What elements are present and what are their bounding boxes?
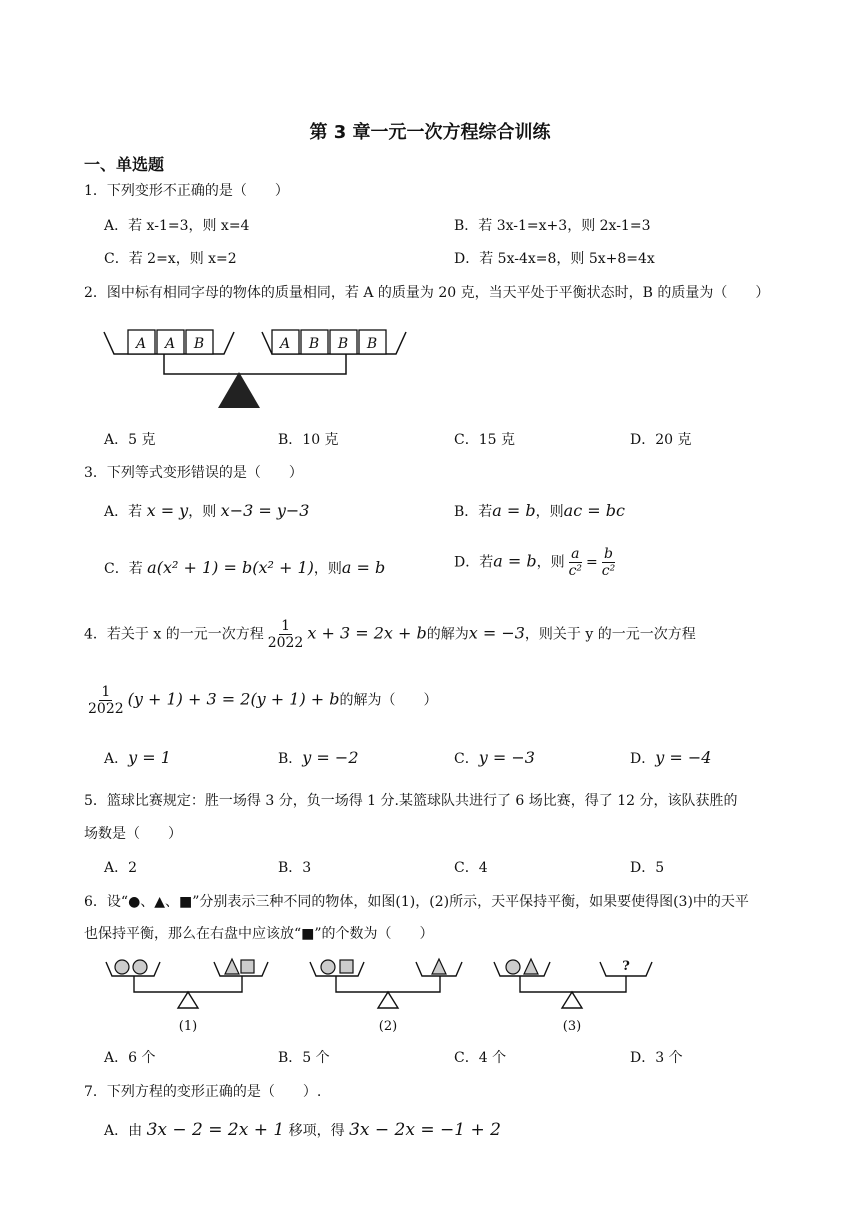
q3-a-mid: ，则	[188, 504, 217, 520]
q4-fraction-2	[86, 684, 126, 717]
q7-a-mid: 移项，得	[288, 1123, 345, 1139]
right-box-2: B	[308, 336, 320, 352]
q2-option-b: B．10 克	[278, 432, 339, 448]
q3-c-math1: a(x² + 1) = b(x² + 1)	[147, 558, 314, 577]
q2-option-c: C．15 克	[454, 432, 515, 448]
q6-balance-figures	[100, 950, 660, 1040]
q2-option-a: A．5 克	[104, 432, 156, 448]
q7-a-math1: 3x − 2 = 2x + 1	[146, 1120, 285, 1140]
circle-icon	[321, 960, 335, 974]
q2-stem: 2．图中标有相同字母的物体的质量相同，若 A 的质量为 20 克，当天平处于平衡状态时，B 的质量为（ ）	[84, 285, 770, 301]
q3-d-num2: b	[604, 546, 613, 562]
q3-d-den2: c²	[601, 563, 616, 579]
q6-option-b: B．5 个	[278, 1050, 330, 1066]
q4-fraction	[266, 618, 306, 651]
q1-option-b: B．若 3x-1=x+3，则 2x-1=3	[454, 218, 651, 234]
q4-line2	[84, 684, 438, 717]
q7-stem: 7．下列方程的变形正确的是（ ）.	[84, 1084, 322, 1100]
q3-d-fraction-2	[600, 546, 617, 579]
q5-option-c: C．4	[454, 860, 488, 876]
q7-a-prefix: A．由	[104, 1123, 143, 1139]
q3-stem: 3．下列等式变形错误的是（ ）	[84, 465, 303, 481]
q4-b-math: y = −2	[302, 748, 359, 767]
q5-option-a: A．2	[104, 860, 138, 876]
q3-d-num1: a	[571, 546, 580, 562]
q4-frac2-den: 2022	[88, 701, 124, 717]
q4-equation-1: x + 3 = 2x + b	[307, 623, 427, 643]
q3-d-fraction-1	[567, 546, 584, 579]
q5-option-b: B．3	[278, 860, 312, 876]
q4-post-text-2: 的解为（ ）	[339, 692, 438, 709]
q3-option-c	[104, 558, 385, 578]
q3-a-math2: x−3 = y−3	[220, 501, 310, 520]
q4-d-math: y = −4	[655, 748, 712, 767]
q4-solution: x = −3	[468, 623, 525, 643]
square-icon	[241, 960, 254, 973]
q4-option-c	[454, 748, 535, 768]
q3-b-prefix: B．若	[454, 504, 493, 520]
q3-option-b	[454, 501, 625, 521]
q4-frac-num: 1	[281, 618, 290, 634]
page-title: 第 3 章一元一次方程综合训练	[309, 122, 551, 143]
figure-3-caption: (3)	[562, 1019, 582, 1034]
fulcrum-icon	[218, 372, 260, 408]
q3-b-mid: ，则	[535, 504, 564, 520]
left-box-2: A	[164, 336, 176, 352]
q7-option-a	[104, 1120, 501, 1140]
q4-frac2-num: 1	[101, 684, 111, 700]
triangle-icon	[524, 959, 538, 974]
figure-1-caption: (1)	[178, 1019, 198, 1034]
q3-c-prefix: C．若	[104, 561, 143, 577]
circle-icon	[115, 960, 129, 974]
q2-option-d: D．20 克	[630, 432, 692, 448]
q7-a-math2: 3x − 2x = −1 + 2	[349, 1120, 501, 1140]
circle-icon	[506, 960, 520, 974]
fulcrum-3-icon	[562, 992, 582, 1008]
q5-line2: 场数是（ ）	[84, 826, 182, 842]
q6-option-a: A．6 个	[104, 1050, 156, 1066]
q2-balance-figure	[100, 322, 412, 414]
q3-d-den1: c²	[568, 563, 583, 579]
q4-frac-den: 2022	[267, 635, 304, 651]
q4-b-label: B．	[278, 751, 303, 767]
q3-option-d	[454, 546, 619, 579]
right-box-1: A	[279, 336, 291, 352]
q4-post-text: ，则关于 y 的一元一次方程	[524, 626, 696, 643]
q5-line1: 5．篮球比赛规定：胜一场得 3 分，负一场得 1 分.某篮球队共进行了 6 场比赛，得了 12 分，该队获胜的	[84, 793, 738, 809]
q4-c-label: C．	[454, 751, 479, 767]
q4-option-b	[278, 748, 359, 768]
q4-line1	[84, 618, 696, 651]
q4-prefix: 4．若关于 x 的一元一次方程	[84, 626, 264, 643]
q3-b-math2: ac = bc	[563, 501, 625, 520]
q3-a-prefix: A．若	[104, 504, 143, 520]
left-box-1: A	[135, 336, 147, 352]
section-heading: 一、单选题	[84, 155, 165, 174]
left-box-3: B	[193, 336, 205, 352]
q1-option-c: C．若 2=x，则 x=2	[104, 251, 237, 267]
triangle-icon	[225, 959, 239, 974]
fulcrum-1-icon	[178, 992, 198, 1008]
q3-c-math2: a = b	[341, 558, 386, 577]
triangle-icon	[432, 959, 446, 974]
question-mark-label: ?	[622, 959, 630, 974]
q6-option-d: D．3 个	[630, 1050, 683, 1066]
q3-option-a	[104, 501, 309, 521]
square-icon	[340, 960, 353, 973]
q5-option-d: D．5	[630, 860, 665, 876]
figure-2-caption: (2)	[378, 1019, 398, 1034]
q4-option-d	[630, 748, 711, 768]
q4-mid-text: 的解为	[426, 626, 469, 643]
q6-option-c: C．4 个	[454, 1050, 507, 1066]
q3-d-math1: a = b	[493, 551, 537, 571]
q3-a-math1: x = y	[146, 501, 189, 520]
fulcrum-2-icon	[378, 992, 398, 1008]
q6-line2: 也保持平衡，那么在右盘中应该放“■”的个数为（ ）	[84, 926, 434, 942]
q3-d-mid: ，则	[536, 554, 565, 571]
q3-d-equals: =	[586, 554, 598, 571]
q4-d-label: D．	[630, 751, 656, 767]
q3-b-math1: a = b	[492, 501, 536, 520]
q4-option-a	[104, 748, 171, 768]
q1-stem: 1．下列变形不正确的是（ ）	[84, 183, 289, 199]
q1-option-a: A．若 x-1=3，则 x=4	[104, 218, 250, 234]
q4-equation-2: (y + 1) + 3 = 2(y + 1) + b	[127, 689, 340, 709]
q3-d-prefix: D．若	[454, 554, 494, 571]
q4-a-math: y = 1	[128, 748, 171, 767]
q4-c-math: y = −3	[478, 748, 535, 767]
q6-line1: 6．设“●、▲、■”分别表示三种不同的物体，如图(1)，(2)所示，天平保持平衡，如果要使得图(3)中的天平	[84, 894, 749, 910]
q1-option-d: D．若 5x-4x=8，则 5x+8=4x	[454, 251, 655, 267]
q3-c-mid: ，则	[313, 561, 342, 577]
q4-a-label: A．	[104, 751, 129, 767]
right-box-3: B	[337, 336, 349, 352]
right-box-4: B	[366, 336, 378, 352]
circle-icon	[133, 960, 147, 974]
